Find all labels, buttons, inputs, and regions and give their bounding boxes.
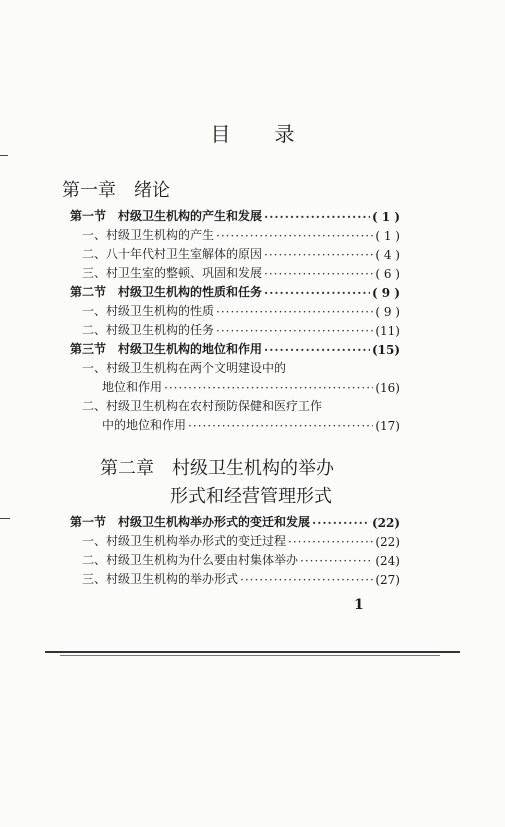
toc-entry-label: 地位和作用	[102, 380, 163, 394]
toc-subsection-entry	[70, 357, 400, 376]
chapter-2-heading	[100, 455, 334, 511]
toc-entry-page: ( 1 )	[371, 210, 400, 224]
toc-entry-label: 一、村级卫生机构的产生	[82, 228, 215, 242]
toc-leader-dots	[264, 210, 370, 224]
toc-entry-label: 第三节 村级卫生机构的地位和作用	[70, 342, 263, 356]
toc-entry-page: ( 6 )	[375, 267, 400, 281]
toc-subsection-entry	[70, 319, 400, 338]
toc-leader-dots	[264, 248, 373, 262]
toc-subsection-entry	[70, 414, 400, 433]
toc-leader-dots	[264, 267, 373, 281]
toc-leader-dots	[312, 516, 370, 530]
toc-leader-dots	[164, 381, 373, 395]
toc-entry-label: 三、村级卫生机构的举办形式	[82, 572, 239, 586]
toc-entry-page: (27)	[375, 573, 400, 587]
page-number: 1	[354, 597, 364, 613]
toc-entry-label: 中的地位和作用	[102, 418, 187, 432]
toc-entry-page: (24)	[375, 554, 400, 568]
toc-section-entry	[70, 205, 400, 224]
toc-subsection-entry	[70, 262, 400, 281]
toc-section-entry	[70, 511, 400, 530]
toc-entry-page: (16)	[375, 381, 400, 395]
toc-leader-dots	[216, 324, 373, 338]
toc-entry-page: ( 1 )	[375, 229, 400, 243]
title-char-1: 目	[210, 122, 231, 146]
toc-leader-dots	[216, 229, 373, 243]
toc-entry-label: 二、村级卫生机构的任务	[82, 323, 215, 337]
toc-leader-dots	[188, 419, 373, 433]
toc-leader-dots	[264, 286, 370, 300]
toc-entry-label: 二、村级卫生机构在农村预防保健和医疗工作	[82, 399, 323, 413]
toc-leader-dots	[300, 554, 373, 568]
chapter-1-title: 绪论	[134, 180, 170, 201]
toc-entry-page: ( 9 )	[375, 305, 400, 319]
toc-subsection-entry	[70, 530, 400, 549]
toc-entry-page: (22)	[371, 516, 400, 530]
toc-chapter-2	[70, 511, 400, 587]
toc-subsection-entry	[70, 224, 400, 243]
toc-entry-label: 第一节 村级卫生机构的产生和发展	[70, 209, 263, 223]
scan-mark	[0, 518, 10, 519]
toc-chapter-1	[70, 205, 400, 433]
toc-subsection-entry	[70, 300, 400, 319]
toc-entry-label: 第一节 村级卫生机构举办形式的变迁和发展	[70, 515, 311, 529]
chapter-1-number: 第一章	[62, 180, 116, 201]
chapter-2-title-line-2: 形式和经营管理形式	[170, 486, 332, 507]
toc-entry-page: (17)	[375, 419, 400, 433]
toc-leader-dots	[240, 573, 373, 587]
bottom-rule-thin	[60, 655, 440, 656]
toc-entry-page: (22)	[375, 535, 400, 549]
toc-leader-dots	[288, 535, 373, 549]
toc-entry-label: 一、村级卫生机构在两个文明建设中的	[82, 361, 287, 375]
toc-entry-page: ( 9 )	[371, 286, 400, 300]
toc-subsection-entry	[70, 376, 400, 395]
toc-entry-label: 三、村卫生室的整顿、巩固和发展	[82, 266, 263, 280]
toc-entry-label: 二、八十年代村卫生室解体的原因	[82, 247, 263, 261]
toc-section-entry	[70, 281, 400, 300]
toc-entry-label: 一、村级卫生机构的性质	[82, 304, 215, 318]
toc-subsection-entry	[70, 243, 400, 262]
toc-subsection-entry	[70, 549, 400, 568]
toc-section-entry	[70, 338, 400, 357]
title-char-2: 录	[274, 122, 295, 146]
bottom-rule	[45, 651, 460, 653]
page-title	[0, 118, 505, 147]
toc-entry-page: (11)	[375, 324, 400, 338]
toc-leader-dots	[216, 305, 373, 319]
toc-entry-label: 一、村级卫生机构举办形式的变迁过程	[82, 534, 287, 548]
toc-entry-page: (15)	[371, 343, 400, 357]
chapter-2-title-line-1: 第二章 村级卫生机构的举办	[100, 458, 334, 479]
toc-entry-label: 二、村级卫生机构为什么要由村集体举办	[82, 553, 299, 567]
toc-subsection-entry	[70, 568, 400, 587]
chapter-1-heading	[62, 176, 170, 202]
toc-entry-page: ( 4 )	[375, 248, 400, 262]
toc-subsection-entry	[70, 395, 400, 414]
toc-leader-dots	[264, 343, 370, 357]
scan-mark	[0, 155, 8, 156]
toc-entry-label: 第二节 村级卫生机构的性质和任务	[70, 285, 263, 299]
